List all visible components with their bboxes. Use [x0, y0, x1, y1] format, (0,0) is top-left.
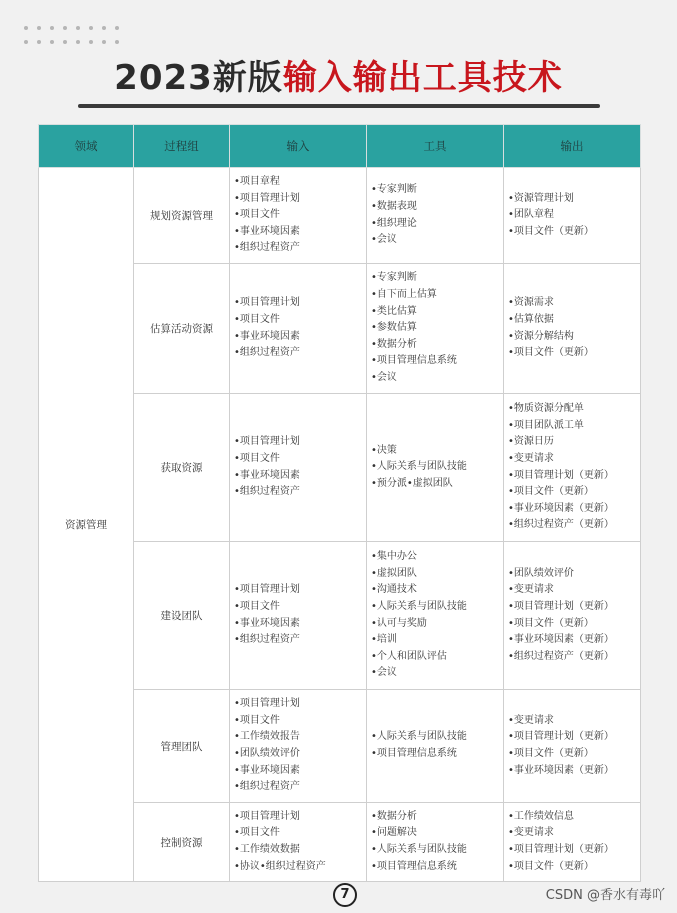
output-item: •工作绩效信息 — [508, 810, 574, 822]
inputs-cell — [230, 542, 367, 690]
output-item: •项目文件（更新） — [508, 225, 594, 237]
output-item: •估算依据 — [508, 313, 554, 325]
page-title-topic: 输入输出工具技术 — [282, 58, 563, 98]
tools-list — [367, 270, 503, 386]
tools-cell — [367, 264, 504, 394]
tool-item: •项目管理信息系统 — [371, 748, 457, 759]
outputs-cell — [504, 542, 641, 690]
watermark: CSDN @香水有毒吖 — [545, 888, 665, 903]
tools-cell — [367, 803, 504, 882]
input-item: •组织过程资产 — [234, 781, 300, 793]
output-item: •事业环境因素（更新） — [508, 502, 614, 514]
tools-list — [367, 729, 503, 762]
input-item: •项目文件 — [234, 209, 280, 221]
tool-item: •人际关系与团队技能 — [371, 731, 467, 743]
title-underline — [78, 104, 600, 108]
process-group-cell: 估算活动资源 — [134, 264, 230, 394]
input-item: •项目文件 — [234, 313, 280, 325]
inputs-list — [230, 696, 366, 796]
input-item: •事业环境因素 — [234, 225, 300, 237]
header-outputs: 输出 — [504, 125, 641, 168]
input-item: •协议•组织过程资产 — [234, 860, 326, 872]
domain-cell: 资源管理 — [39, 168, 134, 882]
tool-item: •预分派•虚拟团队 — [371, 477, 453, 489]
page-title — [0, 56, 677, 100]
input-item: •事业环境因素 — [234, 330, 300, 342]
outputs-cell — [504, 394, 641, 542]
input-item: •组织过程资产 — [234, 242, 300, 254]
outputs-cell — [504, 264, 641, 394]
output-item: •项目团队派工单 — [508, 419, 584, 431]
output-item: •组织过程资产（更新） — [508, 650, 614, 662]
process-group-cell: 管理团队 — [134, 690, 230, 803]
input-item: •组织过程资产 — [234, 634, 300, 646]
tool-item: •虚拟团队 — [371, 567, 417, 579]
output-item: •组织过程资产（更新） — [508, 519, 614, 531]
output-item: •事业环境因素（更新） — [508, 764, 614, 776]
tool-item: •集中办公 — [371, 551, 417, 563]
inputs-list — [230, 434, 366, 500]
header-inputs: 输入 — [230, 125, 367, 168]
outputs-list — [504, 401, 640, 534]
output-item: •资源需求 — [508, 297, 554, 309]
tool-item: •专家判断 — [371, 184, 417, 196]
inputs-cell — [230, 168, 367, 264]
table-header-row — [39, 125, 641, 168]
tool-item: •数据分析 — [371, 338, 417, 350]
input-item: •事业环境因素 — [234, 764, 300, 776]
header-process-group: 过程组 — [134, 125, 230, 168]
inputs-list — [230, 174, 366, 257]
input-item: •事业环境因素 — [234, 617, 300, 629]
input-item: •项目管理计划 — [234, 584, 300, 596]
output-item: •项目管理计划（更新） — [508, 469, 614, 481]
page-number-badge: 7 — [333, 883, 357, 907]
page-title-year: 2023新版 — [114, 58, 283, 98]
output-item: •变更请求 — [508, 584, 554, 596]
input-item: •项目管理计划 — [234, 698, 300, 710]
outputs-list — [504, 809, 640, 875]
output-item: •资源分解结构 — [508, 330, 574, 342]
tool-item: •问题解决 — [371, 827, 417, 839]
header-tools: 工具 — [367, 125, 504, 168]
tools-cell — [367, 690, 504, 803]
input-item: •项目文件 — [234, 714, 280, 726]
output-item: •变更请求 — [508, 827, 554, 839]
output-item: •项目管理计划（更新） — [508, 600, 614, 612]
decorative-dots — [24, 26, 119, 44]
tool-item: •人际关系与团队技能 — [371, 461, 467, 473]
tool-item: •数据表现 — [371, 200, 417, 212]
output-item: •资源日历 — [508, 436, 554, 448]
tools-cell — [367, 168, 504, 264]
input-item: •工作绩效报告 — [234, 731, 300, 743]
tool-item: •组织理论 — [371, 217, 417, 229]
inputs-list — [230, 582, 366, 648]
process-group-cell: 建设团队 — [134, 542, 230, 690]
tools-cell — [367, 394, 504, 542]
input-item: •团队绩效评价 — [234, 748, 300, 759]
tool-item: •人际关系与团队技能 — [371, 600, 467, 612]
inputs-list — [230, 295, 366, 361]
outputs-cell — [504, 168, 641, 264]
output-item: •团队章程 — [508, 209, 554, 221]
inputs-cell — [230, 394, 367, 542]
input-item: •组织过程资产 — [234, 486, 300, 498]
tool-item: •会议 — [371, 371, 397, 383]
tool-item: •专家判断 — [371, 272, 417, 284]
tool-item: •培训 — [371, 634, 397, 646]
input-item: •项目管理计划 — [234, 297, 300, 309]
resource-management-table — [38, 124, 641, 882]
input-item: •项目章程 — [234, 176, 280, 188]
output-item: •项目文件（更新） — [508, 748, 594, 759]
output-item: •项目管理计划（更新） — [508, 731, 614, 743]
tool-item: •项目管理信息系统 — [371, 355, 457, 367]
input-item: •项目文件 — [234, 452, 280, 464]
inputs-list — [230, 809, 366, 875]
output-item: •团队绩效评价 — [508, 567, 574, 579]
header-domain: 领域 — [39, 125, 134, 168]
input-item: •事业环境因素 — [234, 469, 300, 481]
tool-item: •个人和团队评估 — [371, 650, 447, 662]
outputs-list — [504, 566, 640, 666]
output-item: •项目文件（更新） — [508, 617, 594, 629]
output-item: •变更请求 — [508, 714, 554, 726]
outputs-list — [504, 295, 640, 361]
tool-item: •参数估算 — [371, 322, 417, 334]
tool-item: •自下而上估算 — [371, 289, 437, 301]
outputs-list — [504, 713, 640, 779]
outputs-cell — [504, 690, 641, 803]
tools-cell — [367, 542, 504, 690]
tools-list — [367, 443, 503, 493]
output-item: •资源管理计划 — [508, 192, 574, 204]
outputs-list — [504, 191, 640, 241]
input-item: •工作绩效数据 — [234, 844, 300, 855]
inputs-cell — [230, 803, 367, 882]
tools-list — [367, 549, 503, 682]
tool-item: •类比估算 — [371, 305, 417, 317]
tool-item: •人际关系与团队技能 — [371, 844, 467, 855]
tool-item: •项目管理信息系统 — [371, 860, 457, 872]
output-item: •变更请求 — [508, 452, 554, 464]
input-item: •组织过程资产 — [234, 347, 300, 359]
tool-item: •数据分析 — [371, 810, 417, 822]
output-item: •项目文件（更新） — [508, 860, 594, 872]
tool-item: •沟通技术 — [371, 584, 417, 596]
output-item: •项目管理计划（更新） — [508, 844, 614, 855]
tool-item: •会议 — [371, 667, 397, 679]
output-item: •事业环境因素（更新） — [508, 634, 614, 646]
tool-item: •决策 — [371, 444, 397, 456]
tools-list — [367, 809, 503, 875]
output-item: •项目文件（更新） — [508, 347, 594, 359]
outputs-cell — [504, 803, 641, 882]
input-item: •项目文件 — [234, 600, 280, 612]
tools-list — [367, 182, 503, 248]
input-item: •项目管理计划 — [234, 436, 300, 448]
tool-item: •会议 — [371, 234, 397, 246]
process-group-cell: 规划资源管理 — [134, 168, 230, 264]
inputs-cell — [230, 264, 367, 394]
output-item: •物质资源分配单 — [508, 403, 584, 415]
input-item: •项目文件 — [234, 827, 280, 839]
table-row — [39, 168, 641, 264]
output-item: •项目文件（更新） — [508, 486, 594, 498]
inputs-cell — [230, 690, 367, 803]
input-item: •项目管理计划 — [234, 192, 300, 204]
process-group-cell: 控制资源 — [134, 803, 230, 882]
process-group-cell: 获取资源 — [134, 394, 230, 542]
input-item: •项目管理计划 — [234, 810, 300, 822]
tool-item: •认可与奖励 — [371, 617, 427, 629]
